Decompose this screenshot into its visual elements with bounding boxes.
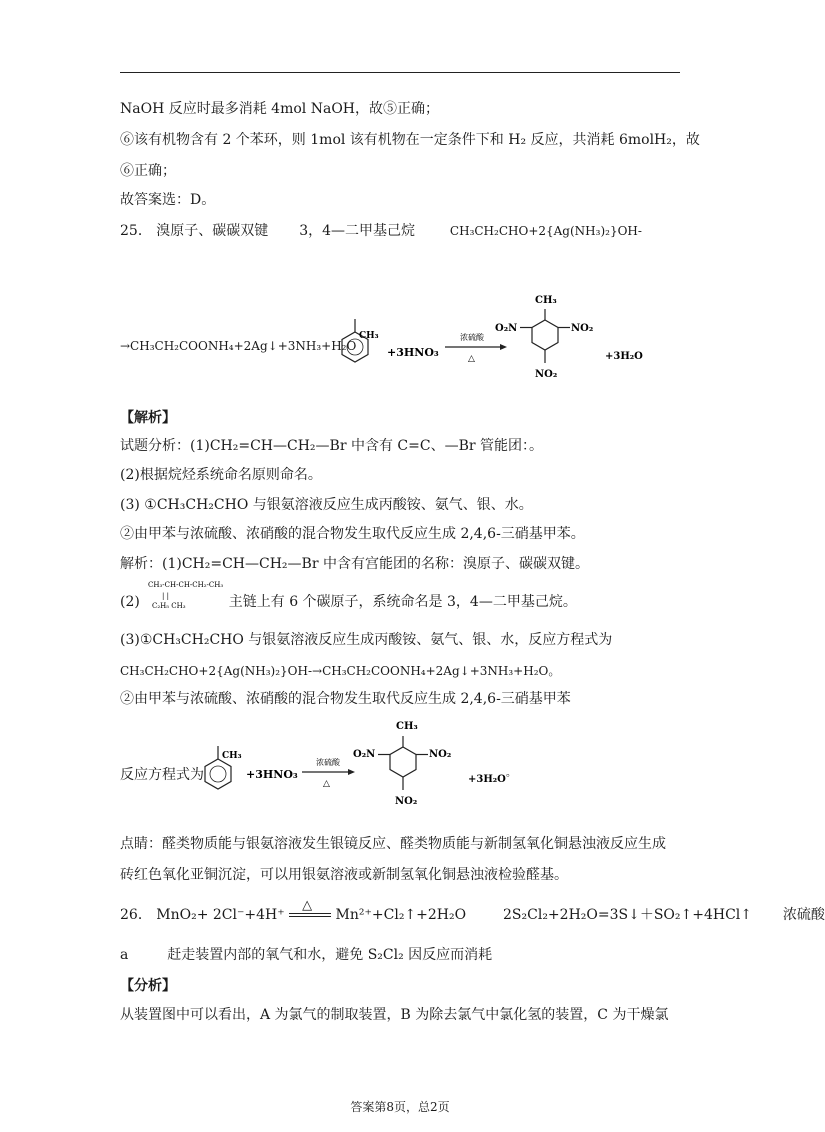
text-line: ⑥正确；: [120, 163, 176, 179]
structure-substituents: C₂H₅ CH₃: [152, 602, 186, 610]
answer-part: 浓硫酸: [782, 907, 825, 923]
text-line: (3) ①CH₃CH₂CHO 与银氨溶液反应生成丙酸铵、氨气、银、水。: [120, 497, 533, 513]
section-heading: 【解析】: [120, 410, 176, 426]
nitro-label: NO₂: [429, 749, 452, 760]
text-line: 从装置图中可以看出，A 为氯气的制取装置，B 为除去氯气中氯化氢的装置，C 为干燥氯: [120, 1007, 669, 1023]
heat-label: △: [468, 354, 475, 364]
nitro-label: NO₂: [395, 796, 418, 807]
structure-bonds: | |: [162, 592, 169, 600]
text-line: CH₃CH₂CHO+2{Ag(NH₃)₂}OH-→CH₃CH₂COONH₄+2Ag↓+3NH₃+H₂O。: [120, 664, 561, 678]
answer-part: a: [120, 947, 129, 963]
text-line: ②由甲苯与浓硫酸、浓硝酸的混合物发生取代反应生成 2,4,6-三硝基甲苯: [120, 691, 571, 707]
question-number: 25．: [120, 223, 152, 239]
answer-25: [120, 222, 642, 240]
answer-26-cont: [120, 946, 492, 964]
nitro-label: O₂N: [495, 323, 518, 334]
text-line: ⑥该有机物含有 2 个苯环，则 1mol 该有机物在一定条件下和 H₂ 反应，共消耗 6molH₂，故: [120, 132, 700, 148]
text-line: (3)①CH₃CH₂CHO 与银氨溶液反应生成丙酸铵、氨气、银、水，反应方程式为: [120, 632, 613, 648]
water-label: +3H₂O: [605, 351, 643, 362]
heat-equals-sign: △: [289, 913, 331, 917]
methyl-label: CH₃: [535, 295, 557, 306]
nitro-label: O₂N: [353, 749, 376, 760]
answer-part: 2S₂Cl₂+2H₂O=3S↓＋SO₂↑+4HCl↑: [503, 907, 753, 923]
nitration-reaction-scheme-1: [335, 285, 685, 385]
catalyst-label: 浓硫酸: [316, 758, 340, 767]
structure-main-chain: CH₃-CH-CH-CH₂-CH₃: [148, 581, 224, 589]
nitro-label: NO₂: [571, 323, 594, 334]
text-line: (2)根据烷烃系统命名原则命名。: [120, 467, 322, 483]
section-heading: 【分析】: [120, 978, 176, 994]
text-line: ②由甲苯与浓硫酸、浓硝酸的混合物发生取代反应生成 2,4,6-三硝基甲苯。: [120, 526, 585, 542]
reagent-label: +3HNO₃: [387, 346, 439, 359]
text-line: 点睛：醛类物质能与银氨溶液发生银镜反应、醛类物质能与新制氢氧化铜悬浊液反应生成: [120, 836, 666, 852]
answer-part: CH₃CH₂CHO+2{Ag(NH₃)₂}OH-: [449, 224, 642, 238]
reagent-label: +3HNO₃: [246, 768, 298, 781]
methyl-label: CH₃: [396, 721, 418, 732]
period: 。: [506, 768, 516, 779]
answer-part: 溴原子、碳碳双键: [156, 223, 269, 239]
methyl-label: CH₃: [222, 751, 242, 761]
text-line: 反应方程式为: [120, 767, 204, 783]
nitro-label: NO₂: [535, 369, 558, 380]
answer-part: MnO₂+ 2Cl⁻+4H⁺: [156, 907, 285, 923]
question-number: 26．: [120, 907, 152, 923]
condensed-structure-formula: [148, 578, 228, 618]
water-label: +3H₂O: [468, 774, 506, 785]
page-footer: 答案第8页，总2页: [350, 1100, 450, 1114]
answer-26: [120, 898, 825, 924]
answer-part: 赶走装置内部的氧气和水，避免 S₂Cl₂ 因反应而消耗: [167, 947, 493, 963]
answer-25-equation-end: →CH₃CH₂COONH₄+2Ag↓+3NH₃+H₂O: [120, 339, 357, 353]
text-line: 试题分析：(1)CH₂=CH—CH₂—Br 中含有 C=C、—Br 管能团：。: [120, 438, 544, 454]
text-segment: 主链上有 6 个碳原子，系统命名是 3，4—二甲基己烷。: [228, 594, 577, 610]
text-line: NaOH 反应时最多消耗 4mol NaOH，故⑤正确；: [120, 101, 440, 117]
nitration-reaction-scheme-2: [198, 712, 528, 812]
answer-part: 3，4—二甲基己烷: [299, 223, 416, 239]
text-line: 砖红色氧化亚铜沉淀，可以用银氨溶液或新制氢氧化铜悬浊液检验醛基。: [120, 867, 568, 883]
catalyst-label: 浓硫酸: [460, 333, 484, 342]
text-line: 故答案选：D。: [120, 192, 216, 208]
part-label: (2): [120, 594, 140, 610]
header-rule: [120, 72, 680, 73]
answer-part: Mn²⁺+Cl₂↑+2H₂O: [335, 907, 467, 923]
heat-label: △: [323, 779, 330, 789]
text-line: 解析：(1)CH₂=CH—CH₂—Br 中含有宫能团的名称：溴原子、碳碳双键。: [120, 556, 589, 572]
methyl-label: CH₃: [359, 331, 379, 341]
